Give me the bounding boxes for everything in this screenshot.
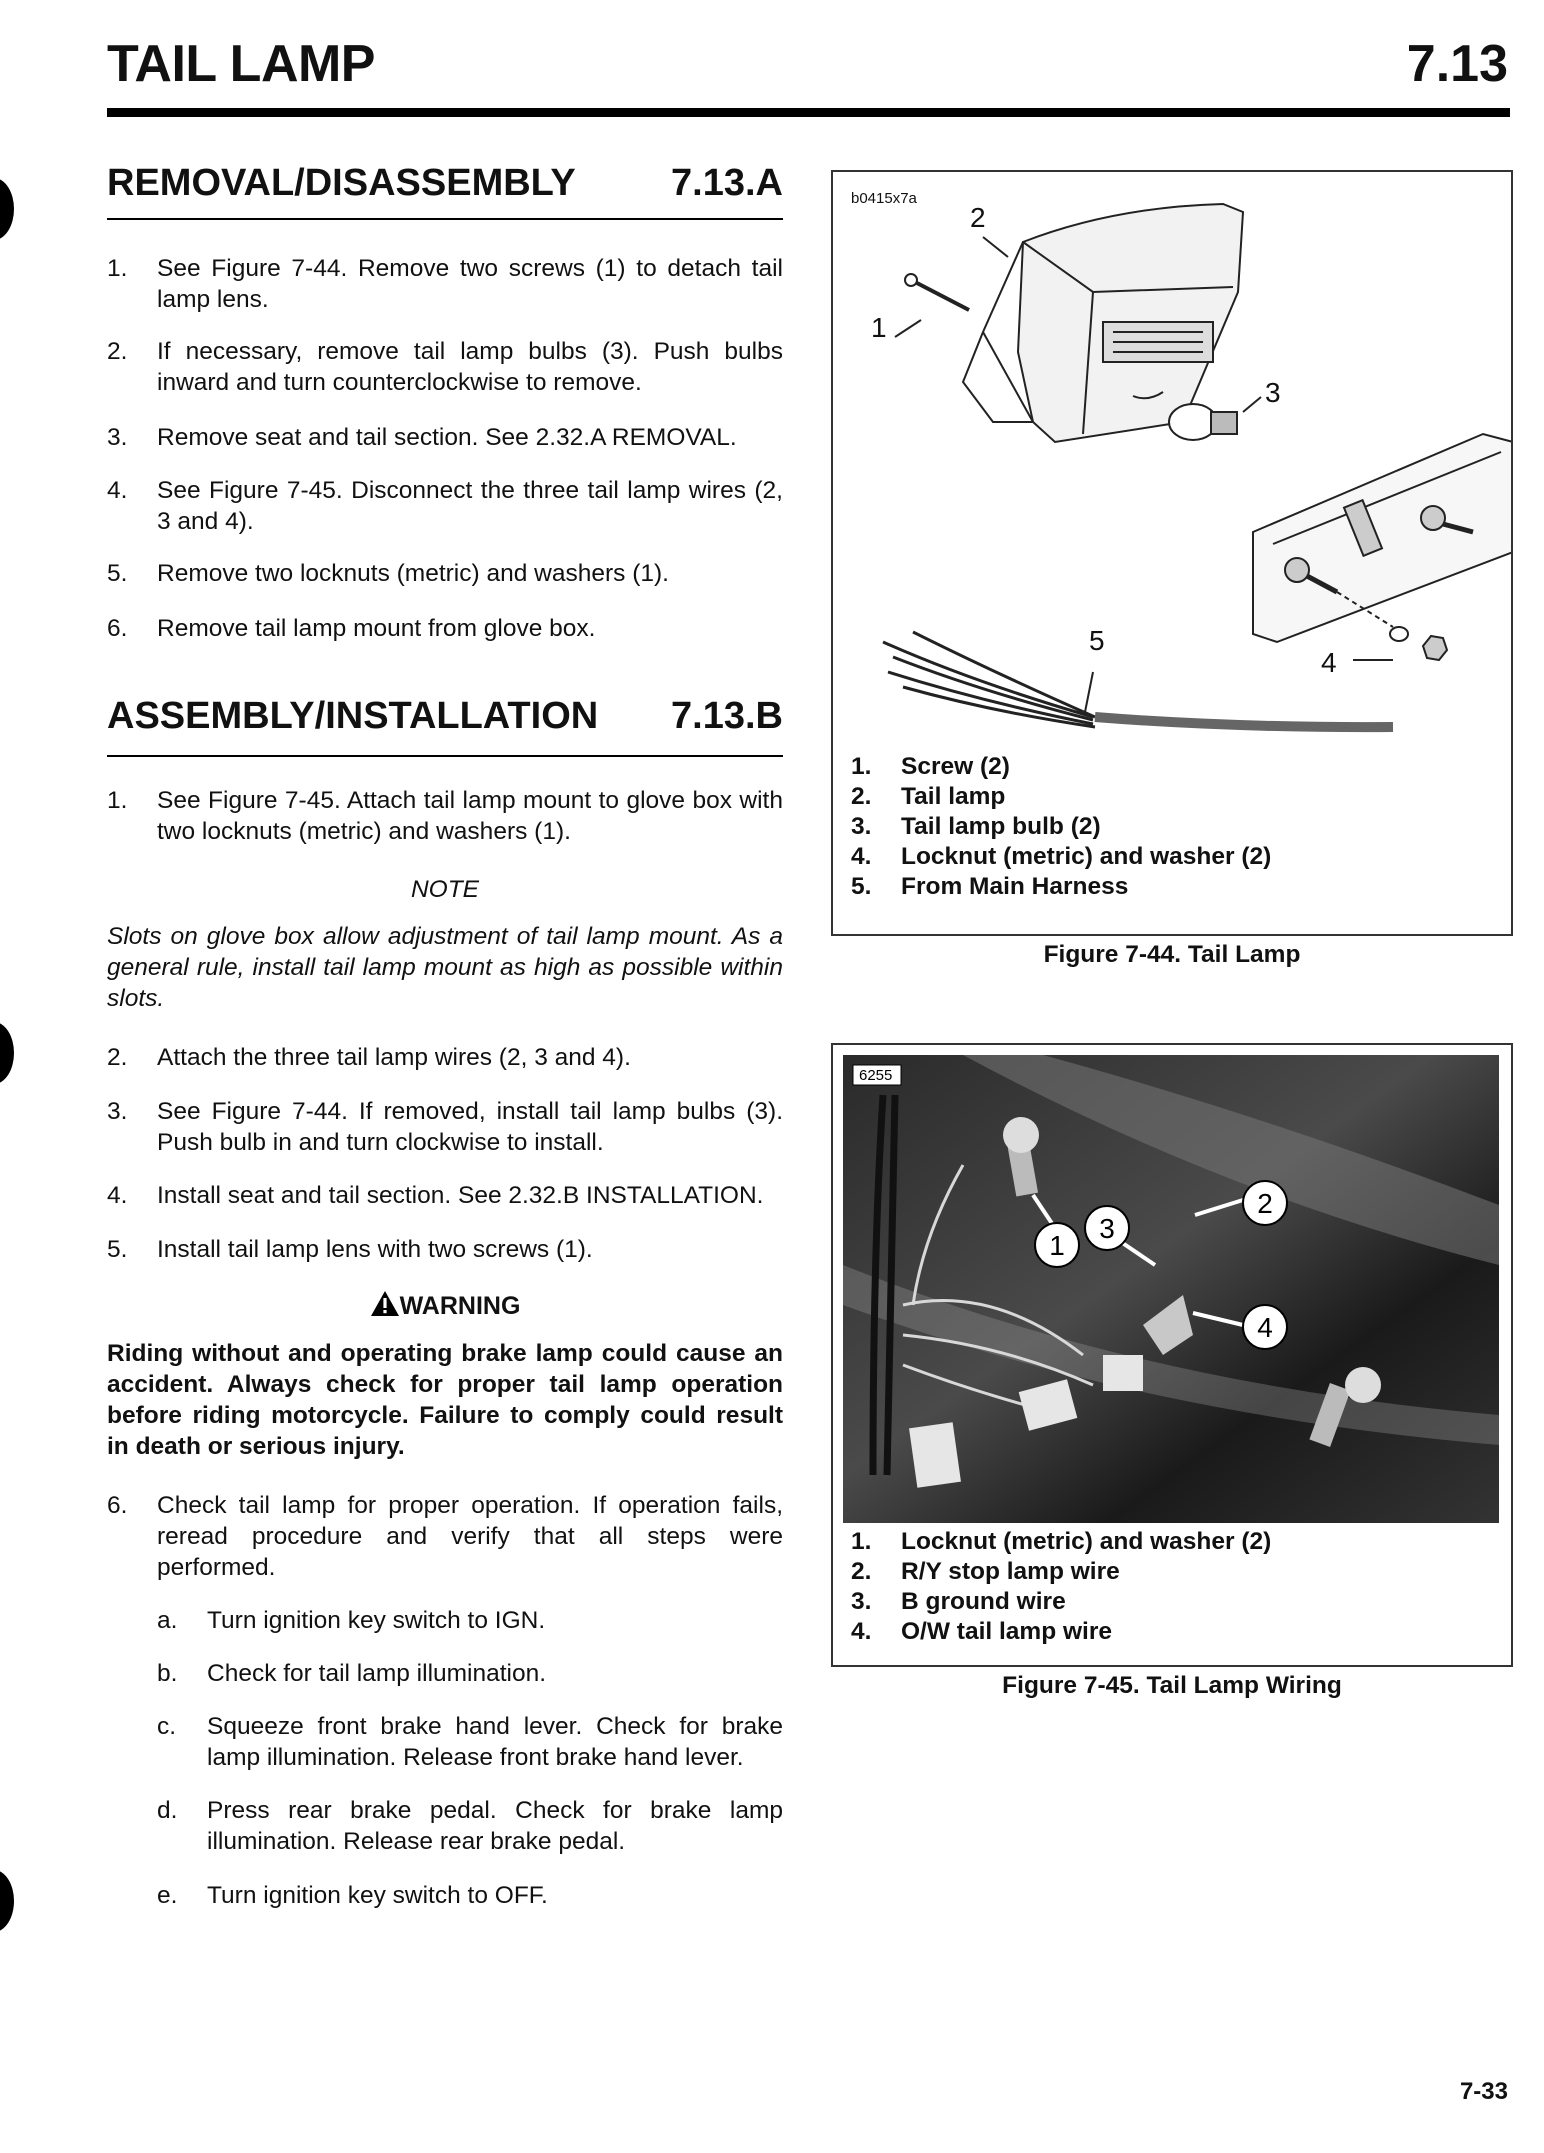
figure-45-caption: Figure 7-45. Tail Lamp Wiring	[1002, 1672, 1342, 1699]
callout-2: 2	[970, 202, 986, 233]
callout-5: 5	[1089, 625, 1105, 656]
callout-4: 4	[1321, 647, 1337, 678]
legend-item: 4. Locknut (metric) and washer (2)	[851, 843, 1272, 870]
callout-4: 4	[1257, 1312, 1273, 1343]
assembly-substep: c. Squeeze front brake hand lever. Check for brake lamp illumination. Release front brake hand lever.	[157, 1713, 783, 1771]
section-rule	[107, 755, 783, 757]
legend-item: 2. Tail lamp	[851, 783, 1006, 810]
assembly-heading	[107, 695, 783, 738]
warning-text: Riding without and operating brake lamp could cause an accident. Always check for proper tail lamp operation before riding motorcycle. Failure to comply could result in death or serious injury.	[107, 1340, 783, 1460]
figure-44-box	[831, 170, 1513, 936]
note-heading: NOTE	[410, 876, 480, 903]
assembly-heading-number: 7.13.B	[671, 695, 783, 737]
assembly-substep: e. Turn ignition key switch to OFF.	[157, 1882, 548, 1909]
legend-item: 1. Screw (2)	[851, 753, 1010, 780]
assembly-heading-text: ASSEMBLY/INSTALLATION	[107, 695, 599, 737]
assembly-step: 2. Attach the three tail lamp wires (2, 3 and 4).	[107, 1044, 631, 1071]
legend-item: 5. From Main Harness	[851, 873, 1129, 900]
legend-item: 3. Tail lamp bulb (2)	[851, 813, 1101, 840]
assembly-step: 3. See Figure 7-44. If removed, install tail lamp bulbs (3). Push bulb in and turn clockwise to install.	[107, 1098, 783, 1156]
callout-1: 1	[1049, 1230, 1065, 1261]
tail-lamp-drawing	[833, 172, 1511, 752]
note-text: Slots on glove box allow adjustment of tail lamp mount. As a general rule, install tail lamp mount as high as possible within slots.	[107, 923, 783, 1012]
callout-3: 3	[1265, 377, 1281, 408]
figure-44-legend	[851, 752, 1491, 902]
legend-item: 3. B ground wire	[851, 1588, 1066, 1615]
page-footer-number: 7-33	[1459, 2078, 1508, 2105]
section-number: 7.13	[1406, 35, 1508, 93]
binder-hole	[0, 1022, 14, 1084]
page-title: TAIL LAMP	[107, 35, 375, 93]
removal-heading-number: 7.13.A	[671, 162, 783, 204]
removal-step: 4. See Figure 7-45. Disconnect the three tail lamp wires (2, 3 and 4).	[107, 477, 783, 535]
figure-44-code: b0415x7a	[851, 190, 917, 207]
removal-heading-text: REMOVAL/DISASSEMBLY	[107, 162, 576, 204]
removal-step: 5. Remove two locknuts (metric) and washers (1).	[107, 560, 669, 587]
assembly-step: 5. Install tail lamp lens with two screws (1).	[107, 1236, 593, 1263]
legend-item: 4. O/W tail lamp wire	[851, 1618, 1113, 1645]
section-rule	[107, 218, 783, 220]
assembly-step: 1. See Figure 7-45. Attach tail lamp mount to glove box with two locknuts (metric) and washers (1).	[107, 787, 783, 845]
figure-45-code: 6255	[859, 1067, 893, 1084]
callout-2: 2	[1257, 1188, 1273, 1219]
removal-heading	[107, 162, 783, 205]
binder-hole	[0, 1870, 14, 1932]
assembly-substep: a. Turn ignition key switch to IGN.	[157, 1607, 546, 1634]
assembly-step: 6. Check tail lamp for proper operation. If operation fails, reread procedure and verify that all steps were performed.	[107, 1492, 783, 1581]
title-rule	[107, 108, 1510, 117]
legend-item: 1. Locknut (metric) and washer (2)	[851, 1528, 1272, 1555]
removal-step: 3. Remove seat and tail section. See 2.32.A REMOVAL.	[107, 424, 737, 451]
warning-heading-text: WARNING	[399, 1292, 521, 1320]
removal-step: 6. Remove tail lamp mount from glove box.	[107, 615, 596, 642]
removal-step: 1. See Figure 7-44. Remove two screws (1) to detach tail lamp lens.	[107, 255, 783, 313]
figure-45-legend	[851, 1527, 1491, 1647]
callout-1: 1	[871, 312, 887, 343]
figure-44-caption: Figure 7-44. Tail Lamp	[1043, 941, 1301, 968]
figure-45-box	[831, 1043, 1513, 1667]
tail-lamp-wiring-photo	[843, 1055, 1499, 1523]
removal-step: 2. If necessary, remove tail lamp bulbs (3). Push bulbs inward and turn counterclockwise to remove.	[107, 338, 783, 396]
callout-3: 3	[1099, 1213, 1115, 1244]
legend-item: 2. R/Y stop lamp wire	[851, 1558, 1120, 1585]
assembly-step: 4. Install seat and tail section. See 2.32.B INSTALLATION.	[107, 1182, 764, 1209]
warning-heading	[107, 1290, 783, 1321]
warning-triangle-icon	[370, 1290, 400, 1317]
binder-hole	[0, 178, 14, 240]
assembly-substep: b. Check for tail lamp illumination.	[157, 1660, 547, 1687]
assembly-substep: d. Press rear brake pedal. Check for brake lamp illumination. Release rear brake pedal.	[157, 1797, 783, 1855]
